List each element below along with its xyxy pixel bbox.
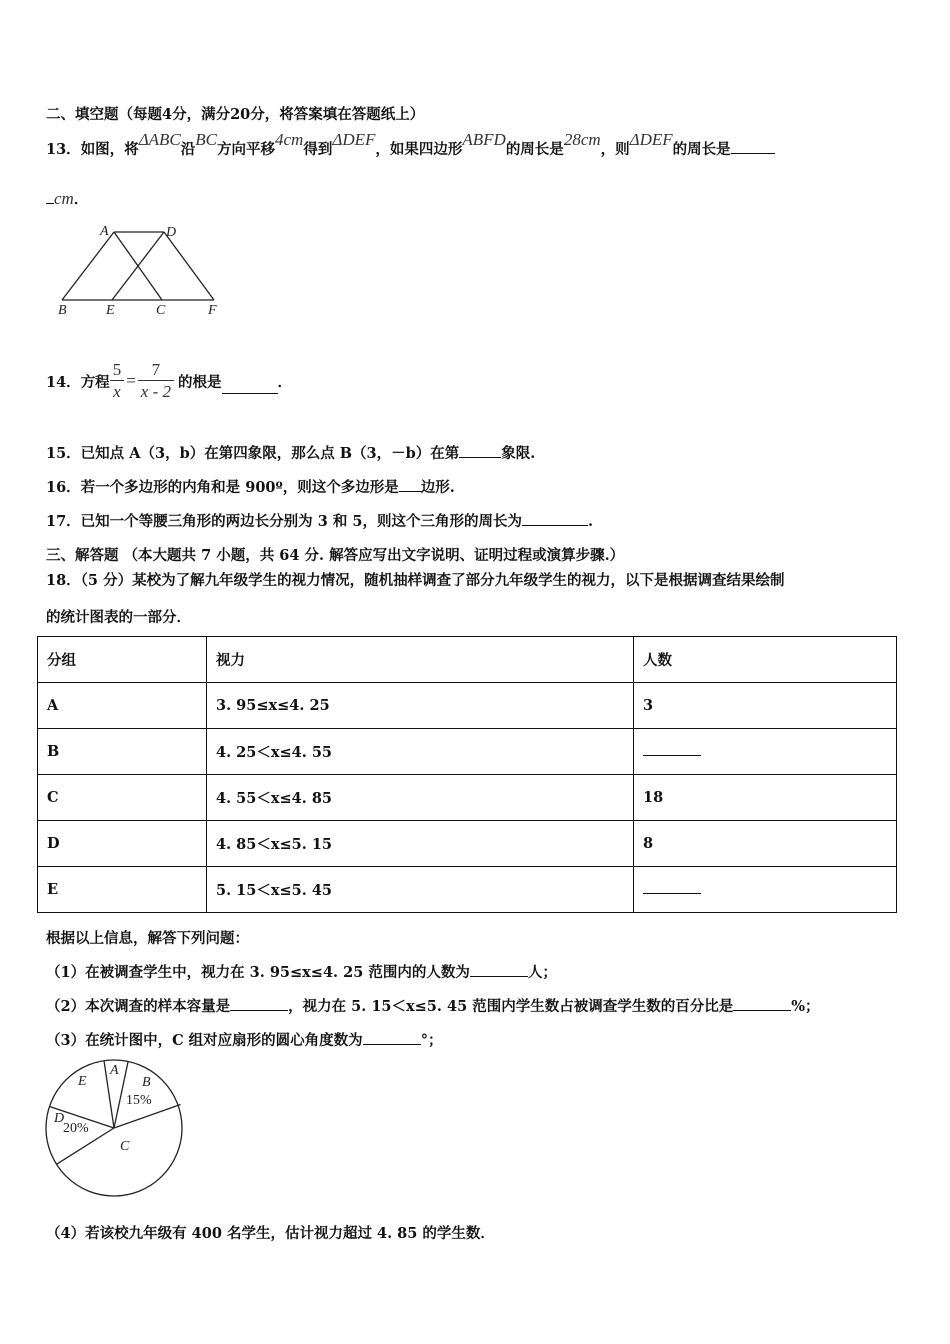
- q13-text: 得到: [303, 141, 333, 158]
- label-e: E: [106, 303, 115, 318]
- table-row: [38, 683, 897, 729]
- table-cell-range: 4. 25＜x≤4. 55: [207, 729, 634, 775]
- table-cell-group: C: [38, 775, 207, 821]
- q14-text: 方程: [80, 373, 110, 391]
- sub2-answer-blank-1: [230, 1009, 288, 1011]
- table-cell-count: 8: [634, 821, 897, 867]
- table-cell-group: A: [38, 683, 207, 729]
- table-cell-group: B: [38, 729, 207, 775]
- q13-text: ，则: [600, 141, 630, 158]
- table-cell-range: 4. 55＜x≤4. 85: [207, 775, 634, 821]
- fraction-5-over-x: [110, 360, 125, 403]
- q14-text: 的根是: [178, 373, 222, 391]
- vision-stats-table: [37, 636, 897, 913]
- translation-figure: [52, 222, 227, 320]
- q18-sub3: [46, 1029, 442, 1050]
- q13-text: ，如果四边形: [375, 141, 463, 158]
- question-14: [46, 356, 292, 406]
- sub2-text: （2）本次调查的样本容量是: [46, 998, 231, 1015]
- q13-math: 28cm: [563, 130, 601, 149]
- question-16: [46, 476, 455, 497]
- q13-math: BC: [195, 130, 218, 149]
- q14-end: ．: [277, 373, 292, 391]
- pie-percent-b: 15%: [126, 1093, 152, 1108]
- q18-sub2: [46, 995, 820, 1016]
- pie-label-e: E: [78, 1074, 87, 1089]
- q13-text: 沿: [180, 141, 196, 158]
- q16-answer-blank: [399, 490, 421, 492]
- table-row: [38, 867, 897, 913]
- pie-label-a: A: [110, 1063, 119, 1078]
- sub3-answer-blank: [363, 1043, 421, 1045]
- q13-number: 13．: [46, 141, 81, 158]
- pie-label-d: D: [54, 1111, 65, 1126]
- q13-text: 方向平移: [217, 141, 276, 158]
- table-cell-count: 18: [634, 775, 897, 821]
- frac-numerator: 5: [110, 360, 125, 381]
- label-b: B: [58, 303, 67, 318]
- pie-chart-figure: [44, 1058, 186, 1198]
- q14-answer-blank: [222, 392, 278, 394]
- question-18-line2: 的统计图表的一部分．: [46, 609, 191, 626]
- q16-text: 16．若一个多边形的内角和是 900º，则这个多边形是: [46, 479, 399, 496]
- table-cell-group: D: [38, 821, 207, 867]
- q16-end: 边形.: [420, 479, 455, 496]
- q13-math: ΔDEF: [332, 130, 376, 149]
- question-13-line2: [46, 188, 88, 209]
- table-row: [38, 729, 897, 775]
- pie-label-b: B: [142, 1075, 151, 1090]
- q13-unit: cm: [54, 189, 74, 208]
- label-d: D: [166, 225, 177, 240]
- sub3-end: °；: [420, 1032, 443, 1049]
- q13-end: ．: [73, 191, 89, 208]
- q17-answer-blank: [522, 524, 588, 526]
- label-a: A: [100, 224, 109, 239]
- question-13-line1: [46, 130, 775, 159]
- sub1-text: （1）在被调查学生中，视力在 3. 95≤x≤4. 25 范围内的人数为: [46, 964, 470, 981]
- label-f: F: [208, 303, 217, 318]
- table-cell-count: [634, 867, 897, 913]
- question-18-line1: 18．（5 分）某校为了解九年级学生的视力情况，随机抽样调查了部分九年级学生的视力，以下是根据调查结果绘制: [46, 572, 785, 589]
- q13-math: ΔDEF: [629, 130, 673, 149]
- table-cell-range: 3. 95≤x≤4. 25: [207, 683, 634, 729]
- count-blank: [643, 892, 701, 894]
- sub2-answer-blank-2: [733, 1009, 791, 1011]
- frac-denominator: x - 2: [140, 381, 171, 401]
- table-cell-group: E: [38, 867, 207, 913]
- question-17: [46, 510, 593, 531]
- sub2-text: ，视力在 5. 15＜x≤5. 45 范围内学生数占被调查学生数的百分比是: [288, 998, 734, 1015]
- table-row: [38, 821, 897, 867]
- table-header-row: [38, 637, 897, 683]
- sub1-answer-blank: [470, 975, 528, 977]
- q15-end: 象限.: [501, 445, 536, 462]
- table-cell-count: 3: [634, 683, 897, 729]
- section-2-heading: 二、填空题（每题4分，满分20分，将答案填在答题纸上）: [46, 106, 425, 123]
- q18-sub4: （4）若该校九年级有 400 名学生，估计视力超过 4. 85 的学生数．: [46, 1225, 495, 1242]
- frac-numerator: 7: [138, 360, 174, 381]
- q17-text: 17．已知一个等腰三角形的两边长分别为 3 和 5，则这个三角形的周长为: [46, 513, 522, 530]
- q13-text: 如图，将: [80, 141, 139, 158]
- frac-denominator: x: [113, 381, 121, 401]
- table-cell-range: 4. 85＜x≤5. 15: [207, 821, 634, 867]
- table-row: [38, 775, 897, 821]
- q13-math: 4cm: [275, 130, 304, 149]
- q15-text: 15．已知点 A（3，b）在第四象限，那么点 B（3，－b）在第: [46, 445, 460, 462]
- q14-number: 14．: [46, 373, 81, 391]
- q13-answer-blank-cont: [46, 202, 54, 204]
- sub3-text: （3）在统计图中，C 组对应扇形的圆心角度数为: [46, 1032, 363, 1049]
- q15-answer-blank: [459, 456, 501, 458]
- pie-label-c: C: [120, 1139, 130, 1154]
- table-header: 分组: [38, 637, 207, 683]
- sub1-end: 人；: [527, 964, 557, 981]
- fraction-7-over-x-minus-2: [138, 360, 174, 403]
- segment-de: [112, 232, 164, 300]
- q13-math: ABFD: [462, 130, 506, 149]
- q17-end: .: [588, 513, 594, 530]
- q18-sub1: [46, 961, 557, 982]
- pie-percent-d: 20%: [63, 1121, 89, 1136]
- section-3-heading: 三、解答题 （本大题共 7 小题，共 64 分. 解答应写出文字说明、证明过程或演算步骤.）: [46, 547, 625, 564]
- segment-ab: [62, 232, 114, 300]
- q13-text: 的周长是: [672, 141, 731, 158]
- equals-sign: =: [126, 371, 136, 390]
- table-cell-range: 5. 15＜x≤5. 45: [207, 867, 634, 913]
- label-c: C: [156, 303, 166, 318]
- q18-intro: 根据以上信息，解答下列问题：: [46, 930, 249, 947]
- table-header: 视力: [207, 637, 634, 683]
- segment-df: [164, 232, 214, 300]
- count-blank: [643, 754, 701, 756]
- q13-math: ΔABC: [138, 130, 181, 149]
- question-15: [46, 442, 535, 463]
- sub2-end: %；: [791, 998, 820, 1015]
- q13-answer-blank: [731, 152, 775, 154]
- table-cell-count: [634, 729, 897, 775]
- table-header: 人数: [634, 637, 897, 683]
- q13-text: 的周长是: [505, 141, 564, 158]
